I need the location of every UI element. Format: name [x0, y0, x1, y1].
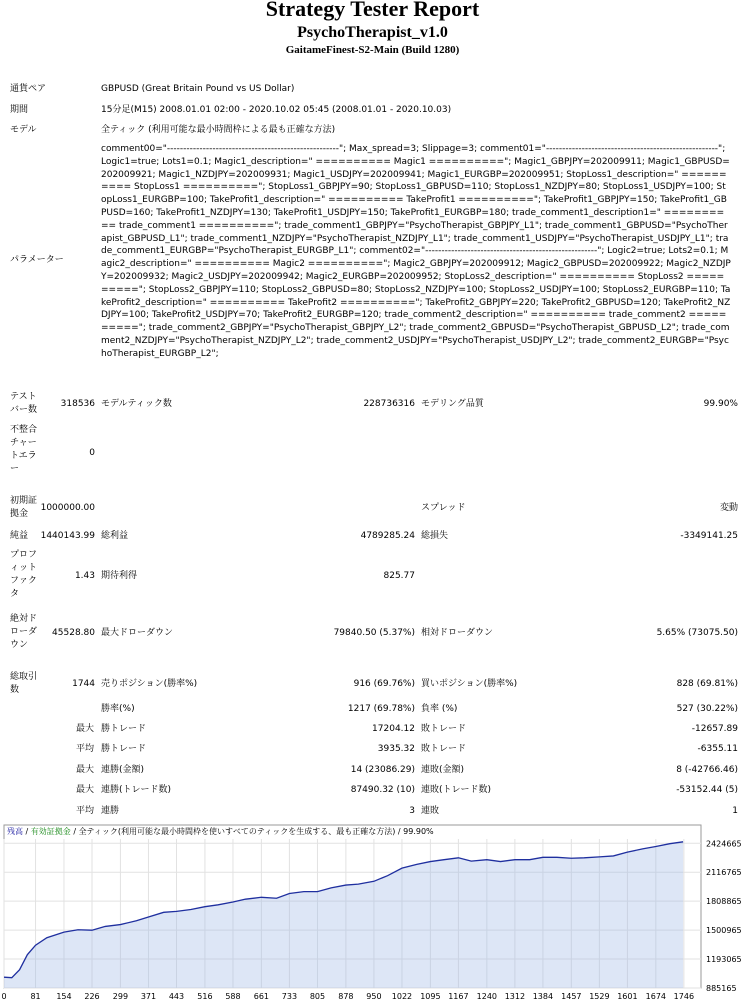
x-tick-label: 1240: [476, 992, 498, 1001]
bars-value: 318536: [60, 399, 95, 409]
gross-loss-label: 総損失: [421, 531, 449, 541]
max-drawdown-value: 79840.50 (5.37%): [333, 628, 415, 638]
gross-profit-label: 総利益: [101, 531, 129, 541]
largest-loss-value: -12657.89: [691, 724, 738, 734]
y-tick-label: 1193065: [706, 955, 742, 965]
expected-payoff-value: 825.77: [383, 571, 415, 581]
rel-drawdown-label: 相対ドローダウン: [421, 628, 494, 638]
x-tick-label: 1022: [391, 992, 413, 1001]
avg-win-label: 勝トレード: [101, 744, 147, 754]
symbol-value: GBPUSD (Great Britain Pound vs US Dollar): [101, 84, 295, 94]
period-value: 15分足(M15) 2008.01.01 02:00 - 2020.10.02 05:45 (2008.01.01 - 2020.10.03): [101, 105, 452, 115]
avg-cons-wins-label: 連勝: [101, 806, 120, 816]
x-tick-label: 1746: [673, 992, 695, 1001]
x-tick-label: 733: [281, 992, 298, 1001]
y-tick-label: 2424665: [706, 839, 742, 849]
win-rate-label: 勝率(%): [101, 704, 135, 714]
x-tick-label: 371: [140, 992, 157, 1001]
max-prefix-2: 最大: [76, 765, 95, 775]
largest-win-label: 勝トレード: [101, 724, 147, 734]
max-prefix-3: 最大: [76, 785, 95, 795]
x-tick-label: 516: [197, 992, 213, 1001]
cons-wins-value: 14 (23086.29): [350, 765, 415, 775]
profit-factor-label: プロフィットファクタ: [10, 550, 38, 599]
ea-name: PsychoTherapist_v1.0: [297, 24, 448, 41]
model-label: モデル: [10, 125, 37, 135]
y-tick-label: 885165: [706, 984, 737, 993]
symbol-label: 通貨ペア: [10, 84, 47, 94]
cons-wins-label: 連勝(金額): [101, 765, 145, 775]
net-profit-value: 1440143.99: [40, 531, 95, 541]
x-tick-label: 1095: [420, 992, 441, 1001]
legend-quality: 99.90%: [403, 827, 434, 836]
parameters-label: パラメーター: [10, 255, 64, 265]
total-trades-label: 総取引数: [10, 672, 38, 695]
chart-legend: 残高 / 有効証拠金 / 全ティック(利用可能な最小時間枠を使いすべてのティックを生成する、最も正確な方法) / 99.90%: [7, 827, 434, 836]
x-tick-label: 1457: [561, 992, 582, 1001]
avg-prefix: 平均: [76, 744, 95, 754]
x-tick-label: 81: [30, 992, 41, 1001]
server-name: GaitameFinest-S2-Main (Build 1280): [285, 44, 460, 56]
y-tick-label: 2116765: [706, 868, 742, 878]
balance-chart: [0, 822, 745, 1006]
report-title: Strategy Tester Report: [265, 0, 480, 21]
legend-model: 全ティック(利用可能な最小時間枠を使いすべてのティックを生成する、最も正確な方法): [78, 827, 396, 836]
cons-loss-label: 連敗(トレード数): [421, 785, 492, 795]
x-tick-label: 1312: [504, 992, 526, 1001]
x-tick-label: 1167: [448, 992, 469, 1001]
profit-factor-value: 1.43: [74, 571, 95, 581]
gross-loss-value: -3349141.25: [680, 531, 738, 541]
y-tick-label: 1808865: [706, 897, 742, 907]
spread-value: 変動: [719, 503, 738, 513]
legend-balance: 残高: [7, 827, 23, 836]
deposit-label: 初期証拠金: [10, 496, 38, 519]
quality-value: 99.90%: [703, 399, 738, 409]
ticks-label: モデルティック数: [101, 399, 172, 409]
avg-win-value: 3935.32: [377, 744, 415, 754]
x-tick-label: 661: [253, 992, 270, 1001]
avg-cons-losses-value: 1: [732, 806, 738, 816]
gross-profit-value: 4789285.24: [360, 531, 415, 541]
legend-margin: 有効証拠金: [30, 827, 71, 836]
loss-rate-value: 527 (30.22%): [676, 704, 738, 714]
loss-rate-label: 負率 (%): [421, 704, 458, 714]
cons-profit-value: 87490.32 (10): [350, 785, 415, 795]
ticks-value: 228736316: [363, 399, 415, 409]
largest-win-value: 17204.12: [372, 724, 415, 734]
abs-drawdown-value: 45528.80: [52, 628, 95, 638]
x-tick-label: 0: [1, 992, 7, 1001]
short-positions-value: 916 (69.76%): [353, 679, 415, 689]
rel-drawdown-value: 5.65% (73075.50): [656, 628, 738, 638]
model-value: 全ティック (利用可能な最小時間枠による最も正確な方法): [101, 125, 336, 135]
x-tick-label: 1601: [617, 992, 638, 1001]
cons-losses-label: 連敗(金額): [421, 765, 465, 775]
x-tick-label: 226: [84, 992, 100, 1001]
cons-losses-value: 8 (-42766.46): [676, 765, 738, 775]
largest-loss-label: 敗トレード: [421, 724, 467, 734]
quality-label: モデリング品質: [421, 399, 484, 409]
x-tick-label: 154: [56, 992, 72, 1001]
period-label: 期間: [10, 105, 29, 115]
deposit-value: 1000000.00: [40, 503, 95, 513]
mismatch-label: 不整合チャートエラー: [10, 425, 38, 474]
parameters-value: comment00="-----------------------------------------------------"; Max_spread=3; Slippage=3; comment01="-----------------------------------------------------"; Logic1=true; Lots1=0.1; Magic1_description=" ========== Magic1 =========="; Magic1_GBPJPY=202009911; Magic1_GBPUSD=202009921; Magic1_NZDJPY=202009931; Magic1_USDJPY=202009941; Magic1_EURGBP=202009951; StopLoss1_description=" ========== StopLoss1 =========="; StopLoss1_GBPJPY=90; StopLoss1_GBPUSD=110; StopLoss1_NZDJPY=80; StopLoss1_USDJPY=100; StopLoss1_EURGBP=100; TakeProfit1_description=" ========== TakeProfit1 =========="; TakeProfit1_GBPJPY=150; TakeProfit1_GBPUSD=160; TakeProfit1_NZDJPY=130; TakeProfit1_USDJPY=150; TakeProfit1_EURGBP=180; trade_comment1_description1=" ========== trade_comment1 =========="; trade_comment1_GBPJPY="PsychoTherapist_GBPJPY_L1"; trade_comment1_GBPUSD="PsychoTherapist_GBPUSD_L1"; trade_comment1_NZDJPY="PsychoTherapist_NZDJPY_L1"; trade_comment1_USDJPY="PsychoTherapist_USDJPY_L1"; trade_comment1_EURGBP="PsychoTherapist_EURGBP_L1"; comment02="-----------------------------------------------------"; Logic2=true; Lots2=0.1; Magic2_description=" ========== Magic2 =========="; Magic2_GBPJPY=202009912; Magic2_GBPUSD=202009922; Magic2_NZDJPY=202009932; Magic2_USDJPY=202009942; Magic2_EURGBP=202009952; StopLoss2_description=" ========== StopLoss2 =========="; StopLoss2_GBPJPY=110; StopLoss2_GBPUSD=80; StopLoss2_NZDJPY=100; StopLoss2_USDJPY=100; StopLoss2_EURGBP=110; TakeProfit2_description=" ========== TakeProfit2 =========="; TakeProfit2_GBPJPY=220; TakeProfit2_GBPUSD=120; TakeProfit2_NZDJPY=100; TakeProfit2_USDJPY=70; TakeProfit2_EURGBP=120; trade_comment2_description=" ========== trade_comment2 =========="; trade_comment2_GBPJPY="PsychoTherapist_GBPJPY_L2"; trade_comment2_GBPUSD="PsychoTherapist_GBPUSD_L2"; trade_comment2_NZDJPY="PsychoTherapist_NZDJPY_L2"; trade_comment2_USDJPY="PsychoTherapist_USDJPY_L2"; trade_comment2_EURGBP="PsychoTherapist_EURGBP_L2";: [101, 144, 731, 359]
avg-prefix-2: 平均: [76, 806, 95, 816]
y-tick-label: 1500965: [706, 926, 742, 936]
avg-cons-losses-label: 連敗: [421, 806, 440, 816]
mismatch-value: 0: [89, 448, 95, 458]
x-tick-label: 443: [168, 992, 185, 1001]
x-tick-label: 805: [309, 992, 326, 1001]
total-trades-value: 1744: [72, 679, 95, 689]
spread-label: スプレッド: [421, 503, 466, 513]
max-drawdown-label: 最大ドローダウン: [101, 628, 174, 638]
avg-loss-value: -6355.11: [697, 744, 738, 754]
avg-loss-label: 敗トレード: [421, 744, 467, 754]
x-tick-label: 1529: [589, 992, 610, 1001]
expected-payoff-label: 期待利得: [101, 571, 138, 581]
x-tick-label: 1674: [645, 992, 667, 1001]
cons-loss-value: -53152.44 (5): [676, 785, 738, 795]
net-profit-label: 純益: [10, 531, 29, 541]
x-tick-label: 299: [112, 992, 129, 1001]
x-tick-label: 588: [225, 992, 241, 1001]
long-positions-value: 828 (69.81%): [676, 679, 738, 689]
win-rate-value: 1217 (69.78%): [347, 704, 415, 714]
bars-label: テストバー数: [10, 392, 38, 415]
long-positions-label: 買いポジション(勝率%): [421, 679, 518, 689]
avg-cons-wins-value: 3: [409, 806, 415, 816]
max-prefix: 最大: [76, 724, 95, 734]
x-tick-label: 878: [338, 992, 354, 1001]
short-positions-label: 売りポジション(勝率%): [101, 679, 198, 689]
x-tick-label: 950: [366, 992, 382, 1001]
cons-profit-label: 連勝(トレード数): [101, 785, 172, 795]
x-tick-label: 1384: [532, 992, 554, 1001]
abs-drawdown-label: 絶対ドローダウン: [10, 614, 38, 650]
